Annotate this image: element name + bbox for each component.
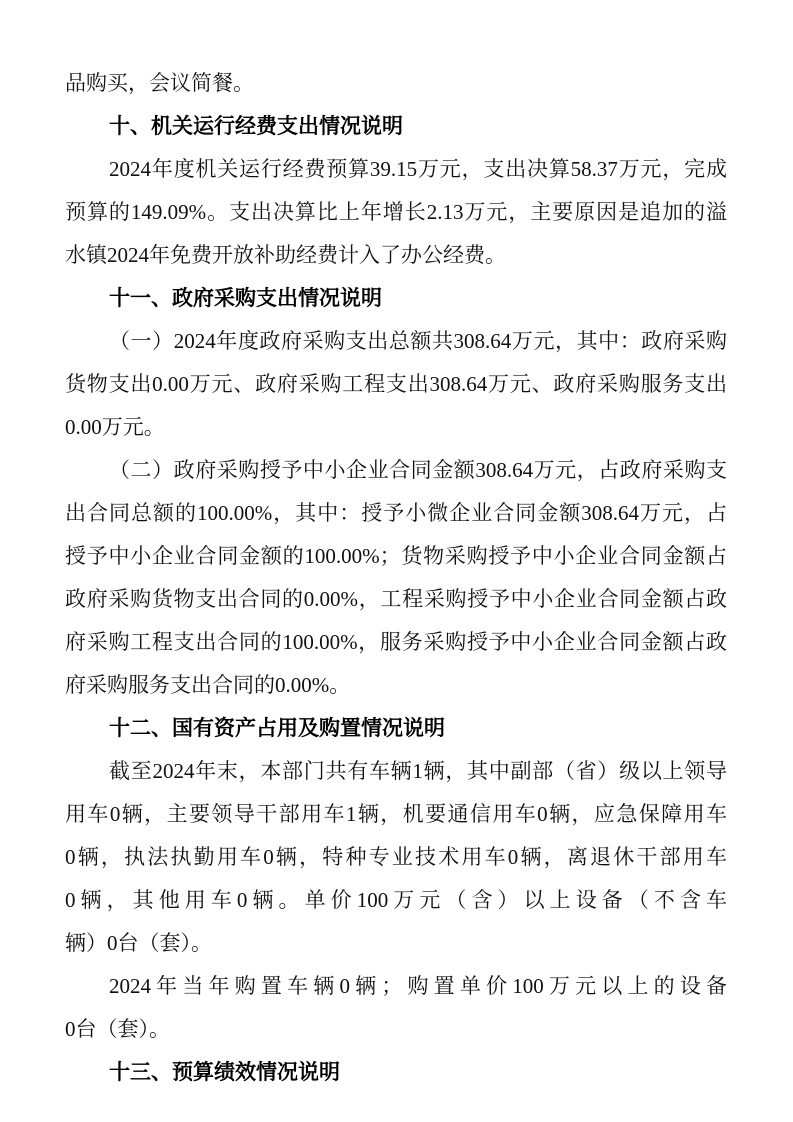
text-line: 辆）0台（套）。 [65,931,212,955]
text-line: 0台（套）。 [65,1017,170,1041]
text-line: 2024年度机关运行经费预算39.15万元，支出决算58.37万元，完成 [109,157,727,181]
text-line: 截至2024年末，本部门共有车辆1辆，其中副部（省）级以上领导 [109,759,727,783]
text-line: 0辆，执法执勤用车0辆，特种专业技术用车0辆，离退休干部用车 [65,845,727,869]
text-line: 货物支出0.00万元、政府采购工程支出308.64万元、政府采购服务支出 [65,372,727,396]
text-line: 政府采购货物支出合同的0.00%，工程采购授予中小企业合同金额占政 [65,587,727,611]
text-line: （二）政府采购授予中小企业合同金额308.64万元，占政府采购支 [109,458,727,482]
heading-section-13: 十三、预算绩效情况说明 [109,1061,340,1084]
heading-section-10: 十、机关运行经费支出情况说明 [109,115,403,138]
text-line: 府采购工程支出合同的100.00%，服务采购授予中小企业合同金额占政 [65,630,727,654]
heading-section-11: 十一、政府采购支出情况说明 [109,287,382,310]
text-line: 预算的149.09%。支出决算比上年增长2.13万元，主要原因是追加的溢 [65,200,727,224]
text-line: （一）2024年度政府采购支出总额共308.64万元，其中：政府采购 [109,329,727,353]
heading-section-12: 十二、国有资产占用及购置情况说明 [109,717,445,740]
text-line: 2024年当年购置车辆0辆；购置单价100万元以上的设备 [109,974,727,998]
text-line: 0辆，其他用车0辆。单价100万元（含）以上设备（不含车 [65,888,727,912]
text-line: 用车0辆，主要领导干部用车1辆，机要通信用车0辆，应急保障用车 [65,802,727,826]
text-line-carryover: 品购买，会议简餐。 [65,71,254,95]
document-content [65,62,727,1094]
text-line: 授予中小企业合同金额的100.00%；货物采购授予中小企业合同金额占 [65,544,727,568]
text-line: 水镇2024年免费开放补助经费计入了办公经费。 [65,243,506,267]
text-line: 出合同总额的100.00%，其中：授予小微企业合同金额308.64万元，占 [65,501,727,525]
text-line: 府采购服务支出合同的0.00%。 [65,673,351,697]
text-line: 0.00万元。 [65,415,165,439]
